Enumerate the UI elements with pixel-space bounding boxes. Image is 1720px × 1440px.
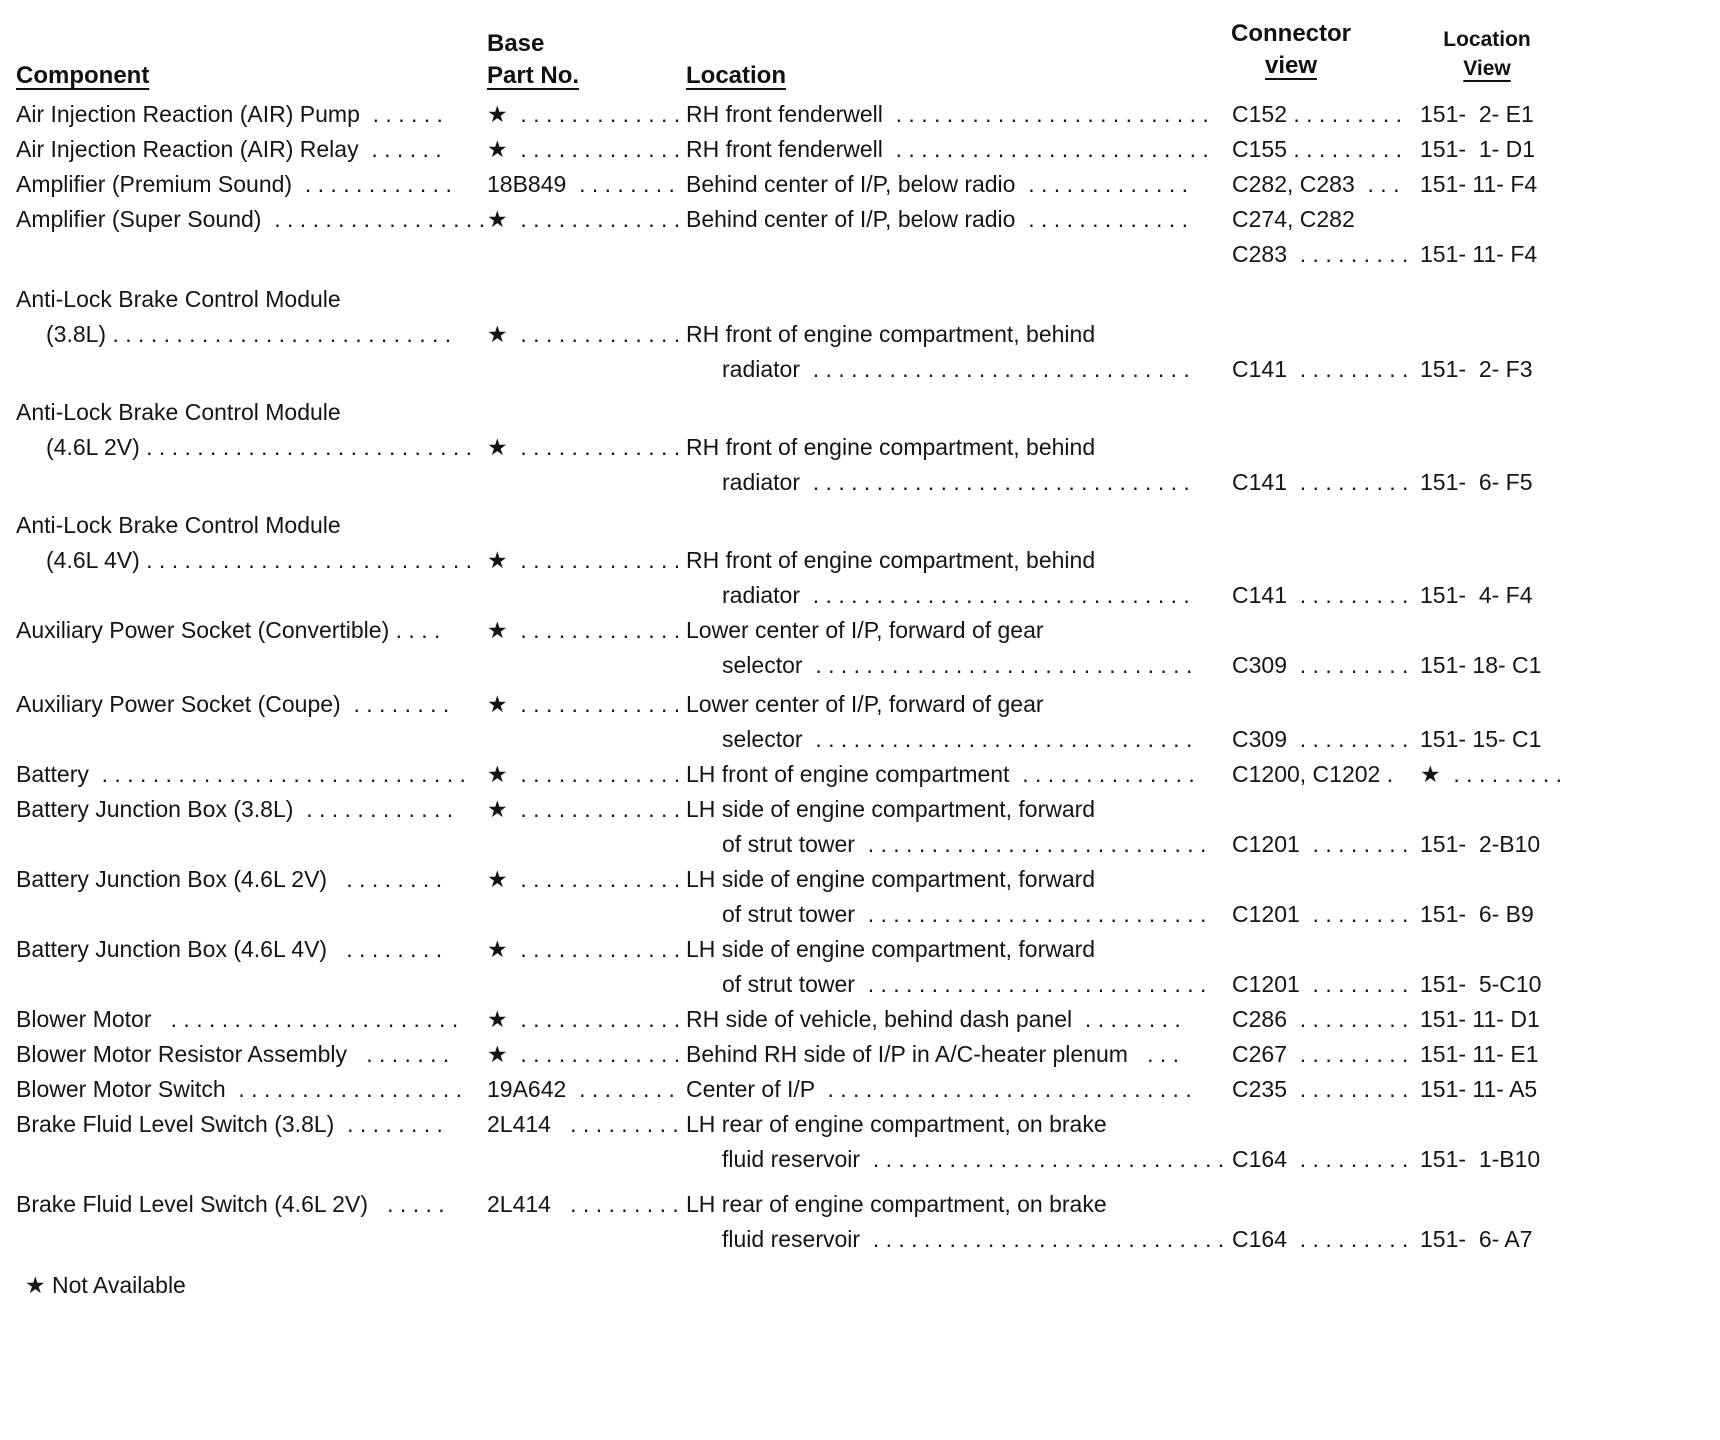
cell-base-part-no: ★ . . . . . . . . . . . . .	[487, 321, 681, 347]
cell-connector-view: C164 . . . . . . . . .	[1232, 1226, 1409, 1252]
table-row	[0, 933, 1720, 1003]
cell-component: Battery . . . . . . . . . . . . . . . . . . . . . . . . . . . . .	[16, 761, 466, 787]
cell-connector-view: C309 . . . . . . . . .	[1232, 652, 1409, 678]
table-row-line	[0, 238, 1720, 273]
cell-location-view: 151- 18- C1	[1420, 652, 1542, 678]
table-row-line	[0, 828, 1720, 863]
table-row-line	[0, 579, 1720, 614]
cell-location: radiator . . . . . . . . . . . . . . . . . . . . . . . . . . . . . .	[722, 356, 1190, 382]
cell-connector-view: C274, C282	[1232, 206, 1355, 232]
table-row	[0, 688, 1720, 758]
cell-connector-view: C235 . . . . . . . . .	[1232, 1076, 1409, 1102]
cell-connector-view: C286 . . . . . . . . .	[1232, 1006, 1409, 1032]
cell-location: Behind RH side of I/P in A/C-heater plenum . . .	[686, 1041, 1180, 1067]
cell-connector-view: C152 . . . . . . . . .	[1232, 101, 1403, 127]
cell-component: Anti-Lock Brake Control Module	[16, 512, 341, 538]
table-row	[0, 758, 1720, 793]
cell-location-view: 151- 6- F5	[1420, 469, 1533, 495]
cell-base-part-no: ★ . . . . . . . . . . . . .	[487, 761, 681, 787]
cell-location: fluid reservoir . . . . . . . . . . . . . . . . . . . . . . . . . . . .	[722, 1146, 1225, 1172]
cell-location-view: 151- 6- A7	[1420, 1226, 1533, 1252]
cell-connector-view: C141 . . . . . . . . .	[1232, 582, 1409, 608]
cell-location: LH side of engine compartment, forward	[686, 936, 1096, 962]
locator-table-body	[0, 98, 1720, 1258]
table-row	[0, 283, 1720, 388]
table-row-line	[0, 1188, 1720, 1223]
cell-location: LH front of engine compartment . . . . . . . . . . . . . .	[686, 761, 1195, 787]
cell-connector-view: C141 . . . . . . . . .	[1232, 356, 1409, 382]
table-row-line	[0, 1038, 1720, 1073]
cell-base-part-no: ★ . . . . . . . . . . . . .	[487, 206, 681, 232]
cell-location: radiator . . . . . . . . . . . . . . . . . . . . . . . . . . . . . .	[722, 469, 1190, 495]
cell-component: (4.6L 4V) . . . . . . . . . . . . . . . . . . . . . . . . . .	[46, 547, 473, 573]
table-row-line	[0, 466, 1720, 501]
cell-component: Battery Junction Box (4.6L 4V) . . . . . . . .	[16, 936, 443, 962]
table-row	[0, 133, 1720, 168]
table-row	[0, 509, 1720, 614]
cell-location-view: 151- 15- C1	[1420, 726, 1542, 752]
cell-connector-view: C309 . . . . . . . . .	[1232, 726, 1409, 752]
cell-base-part-no: 2L414 . . . . . . . . .	[487, 1191, 679, 1217]
cell-connector-view: C1200, C1202 .	[1232, 761, 1394, 787]
cell-component: Air Injection Reaction (AIR) Relay . . . . . .	[16, 136, 442, 162]
cell-location-view: 151- 11- D1	[1420, 1006, 1540, 1032]
table-row-line	[0, 396, 1720, 431]
table-row-line	[0, 933, 1720, 968]
cell-location-view: 151- 6- B9	[1420, 901, 1534, 927]
cell-connector-view: C283 . . . . . . . . .	[1232, 241, 1409, 267]
cell-location: of strut tower . . . . . . . . . . . . . . . . . . . . . . . . . . .	[722, 971, 1207, 997]
cell-base-part-no: ★ . . . . . . . . . . . . .	[487, 796, 681, 822]
cell-location: Lower center of I/P, forward of gear	[686, 617, 1044, 643]
table-row-line	[0, 898, 1720, 933]
table-row-line	[0, 283, 1720, 318]
cell-component: Brake Fluid Level Switch (4.6L 2V) . . . . .	[16, 1191, 445, 1217]
cell-location: RH front of engine compartment, behind	[686, 547, 1096, 573]
header-connector-view-line2: view	[1264, 52, 1318, 79]
cell-connector-view: C155 . . . . . . . . .	[1232, 136, 1403, 162]
cell-component: Auxiliary Power Socket (Coupe) . . . . . . . .	[16, 691, 450, 717]
cell-component: Amplifier (Premium Sound) . . . . . . . . . . . .	[16, 171, 452, 197]
table-row	[0, 863, 1720, 933]
cell-component: Auxiliary Power Socket (Convertible) . . . .	[16, 617, 441, 643]
table-row-line	[0, 614, 1720, 649]
cell-base-part-no: ★ . . . . . . . . . . . . .	[487, 136, 681, 162]
table-row-line	[0, 1223, 1720, 1258]
cell-component: Brake Fluid Level Switch (3.8L) . . . . . . . .	[16, 1111, 443, 1137]
cell-base-part-no: ★ . . . . . . . . . . . . .	[487, 691, 681, 717]
cell-location: of strut tower . . . . . . . . . . . . . . . . . . . . . . . . . . .	[722, 831, 1207, 857]
table-row	[0, 1108, 1720, 1178]
cell-location: RH front fenderwell . . . . . . . . . . . . . . . . . . . . . . . . .	[686, 136, 1209, 162]
cell-location: RH front fenderwell . . . . . . . . . . . . . . . . . . . . . . . . .	[686, 101, 1209, 127]
table-row	[0, 98, 1720, 133]
cell-component: Amplifier (Super Sound) . . . . . . . . . . . . . . . . .	[16, 206, 486, 232]
table-row-line	[0, 133, 1720, 168]
cell-location-view: 151- 1-B10	[1420, 1146, 1541, 1172]
table-row-line	[0, 431, 1720, 466]
cell-base-part-no: ★ . . . . . . . . . . . . .	[487, 936, 681, 962]
cell-component: Battery Junction Box (3.8L) . . . . . . . . . . . .	[16, 796, 454, 822]
cell-base-part-no: ★ . . . . . . . . . . . . .	[487, 434, 681, 460]
header-base-part-line2: Part No.	[487, 62, 580, 89]
cell-location-view: 151- 2-B10	[1420, 831, 1541, 857]
header-location: Location	[686, 62, 786, 89]
header-location-view-line2: View	[1463, 57, 1511, 80]
table-row-line	[0, 968, 1720, 1003]
table-row	[0, 614, 1720, 684]
cell-location: LH side of engine compartment, forward	[686, 796, 1096, 822]
cell-location: RH front of engine compartment, behind	[686, 321, 1096, 347]
table-row-line	[0, 544, 1720, 579]
table-row-line	[0, 1108, 1720, 1143]
cell-location: LH rear of engine compartment, on brake	[686, 1111, 1107, 1137]
table-row-line	[0, 1003, 1720, 1038]
table-row-line	[0, 1143, 1720, 1178]
table-row-line	[0, 863, 1720, 898]
cell-location: selector . . . . . . . . . . . . . . . . . . . . . . . . . . . . . .	[722, 652, 1193, 678]
cell-location: LH side of engine compartment, forward	[686, 866, 1096, 892]
cell-base-part-no: ★ . . . . . . . . . . . . .	[487, 1041, 681, 1067]
table-row-line	[0, 168, 1720, 203]
table-row	[0, 396, 1720, 501]
cell-connector-view: C1201 . . . . . . . .	[1232, 831, 1409, 857]
cell-connector-view: C267 . . . . . . . . .	[1232, 1041, 1409, 1067]
table-row-line	[0, 1073, 1720, 1108]
cell-location-view: 151- 11- F4	[1420, 241, 1538, 267]
table-row	[0, 1038, 1720, 1073]
cell-connector-view: C1201 . . . . . . . .	[1232, 971, 1409, 997]
cell-component: Air Injection Reaction (AIR) Pump . . . . . .	[16, 101, 443, 127]
cell-location: selector . . . . . . . . . . . . . . . . . . . . . . . . . . . . . .	[722, 726, 1193, 752]
cell-location: RH side of vehicle, behind dash panel . . . . . . . .	[686, 1006, 1181, 1032]
cell-location: Center of I/P . . . . . . . . . . . . . . . . . . . . . . . . . . . . .	[686, 1076, 1192, 1102]
cell-base-part-no: ★ . . . . . . . . . . . . .	[487, 1006, 681, 1032]
cell-component: (4.6L 2V) . . . . . . . . . . . . . . . . . . . . . . . . . .	[46, 434, 473, 460]
table-row	[0, 1073, 1720, 1108]
cell-base-part-no: 18B849 . . . . . . . .	[487, 171, 675, 197]
table-row-line	[0, 723, 1720, 758]
header-base-part-line1: Base	[487, 30, 545, 57]
footnote-not-available: ★ Not Available	[25, 1272, 186, 1298]
cell-base-part-no: 2L414 . . . . . . . . .	[487, 1111, 679, 1137]
cell-location: LH rear of engine compartment, on brake	[686, 1191, 1107, 1217]
cell-component: Blower Motor Resistor Assembly . . . . . . .	[16, 1041, 450, 1067]
table-row	[0, 1003, 1720, 1038]
cell-location-view: 151- 11- A5	[1420, 1076, 1538, 1102]
cell-location-view: 151- 4- F4	[1420, 582, 1533, 608]
cell-base-part-no: ★ . . . . . . . . . . . . .	[487, 866, 681, 892]
cell-location-view: 151- 11- E1	[1420, 1041, 1539, 1067]
cell-location: Lower center of I/P, forward of gear	[686, 691, 1044, 717]
cell-component: Blower Motor Switch . . . . . . . . . . . . . . . . . .	[16, 1076, 463, 1102]
cell-location-view: 151- 2- F3	[1420, 356, 1533, 382]
cell-location: Behind center of I/P, below radio . . . . . . . . . . . . .	[686, 171, 1188, 197]
header-connector-view-line1: Connector	[1231, 20, 1351, 47]
header-location-view-line1: Location	[1443, 28, 1531, 51]
table-row	[0, 1188, 1720, 1258]
cell-component: Anti-Lock Brake Control Module	[16, 399, 341, 425]
cell-location: fluid reservoir . . . . . . . . . . . . . . . . . . . . . . . . . . . .	[722, 1226, 1225, 1252]
table-row-line	[0, 758, 1720, 793]
cell-location-view: ★ . . . . . . . . .	[1420, 761, 1563, 787]
cell-connector-view: C164 . . . . . . . . .	[1232, 1146, 1409, 1172]
cell-connector-view: C282, C283 . . .	[1232, 171, 1400, 197]
cell-location: Behind center of I/P, below radio . . . . . . . . . . . . .	[686, 206, 1188, 232]
cell-base-part-no: 19A642 . . . . . . . .	[487, 1076, 675, 1102]
table-row-line	[0, 353, 1720, 388]
table-row-line	[0, 509, 1720, 544]
cell-component: (3.8L) . . . . . . . . . . . . . . . . . . . . . . . . . . .	[46, 321, 452, 347]
table-row-line	[0, 203, 1720, 238]
cell-location: RH front of engine compartment, behind	[686, 434, 1096, 460]
table-row-line	[0, 318, 1720, 353]
cell-connector-view: C141 . . . . . . . . .	[1232, 469, 1409, 495]
cell-location-view: 151- 1- D1	[1420, 136, 1536, 162]
cell-location-view: 151- 5-C10	[1420, 971, 1542, 997]
table-row	[0, 203, 1720, 273]
table-row-line	[0, 688, 1720, 723]
table-row-line	[0, 98, 1720, 133]
cell-base-part-no: ★ . . . . . . . . . . . . .	[487, 101, 681, 127]
cell-component: Anti-Lock Brake Control Module	[16, 286, 341, 312]
cell-base-part-no: ★ . . . . . . . . . . . . .	[487, 617, 681, 643]
cell-location-view: 151- 2- E1	[1420, 101, 1534, 127]
table-row-line	[0, 793, 1720, 828]
table-row	[0, 793, 1720, 863]
table-row	[0, 168, 1720, 203]
cell-location: radiator . . . . . . . . . . . . . . . . . . . . . . . . . . . . . .	[722, 582, 1190, 608]
cell-location: of strut tower . . . . . . . . . . . . . . . . . . . . . . . . . . .	[722, 901, 1207, 927]
cell-component: Blower Motor . . . . . . . . . . . . . . . . . . . . . . .	[16, 1006, 459, 1032]
cell-connector-view: C1201 . . . . . . . .	[1232, 901, 1409, 927]
cell-location-view: 151- 11- F4	[1420, 171, 1538, 197]
cell-component: Battery Junction Box (4.6L 2V) . . . . . . . .	[16, 866, 443, 892]
table-row-line	[0, 649, 1720, 684]
header-component: Component	[16, 62, 150, 89]
cell-base-part-no: ★ . . . . . . . . . . . . .	[487, 547, 681, 573]
